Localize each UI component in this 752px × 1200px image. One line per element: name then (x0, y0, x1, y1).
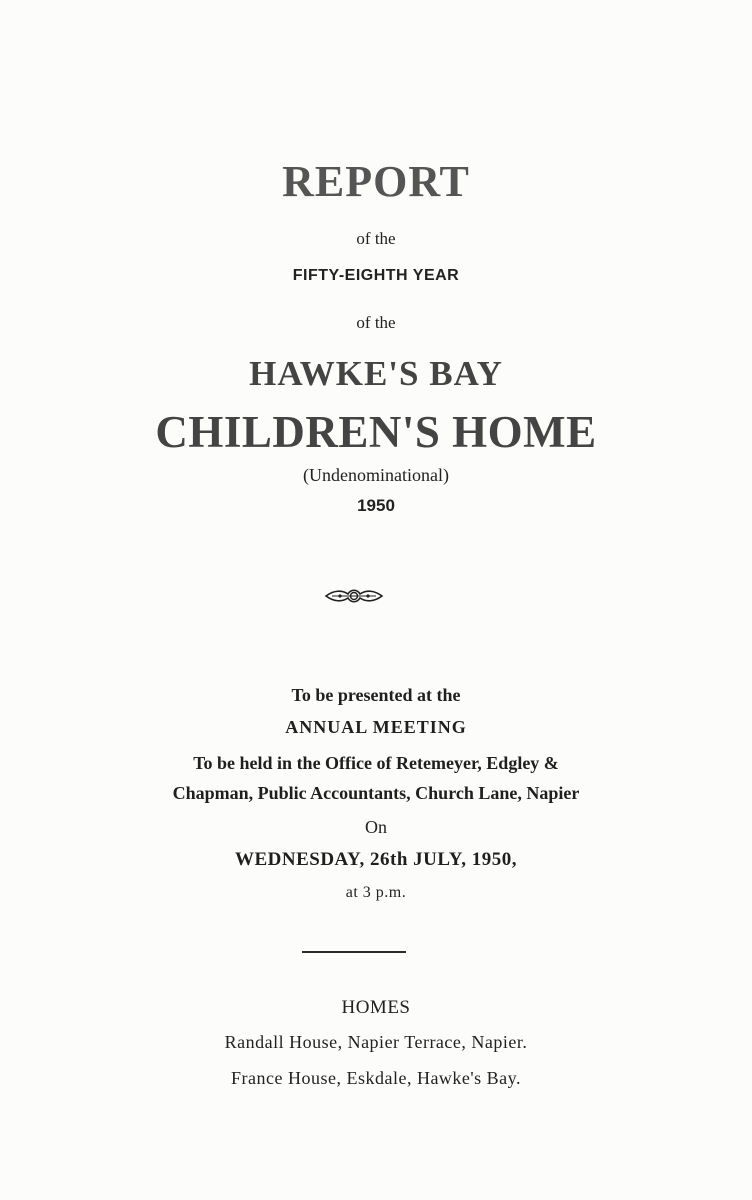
meeting-date-line: WEDNESDAY, 26th JULY, 1950, (234, 849, 518, 870)
fifty-eighth-year-line: FIFTY-EIGHTH YEAR (292, 267, 460, 284)
ornament-icon (324, 585, 384, 607)
annual-meeting-line: ANNUAL MEETING (285, 717, 467, 737)
undenominational-line: (Undenominational) (303, 465, 449, 485)
year-line: 1950 (357, 496, 395, 515)
presented-line: To be presented at the (291, 685, 461, 705)
of-the-line-2: of the (356, 313, 396, 332)
report-heading: REPORT (282, 157, 470, 206)
held-line-1: To be held in the Office of Retemeyer, Edgley & (193, 753, 559, 773)
divider-rule (302, 951, 406, 953)
of-the-line-1: of the (356, 229, 396, 248)
held-line-2: Chapman, Public Accountants, Church Lane, Napier (172, 783, 580, 803)
on-line: On (365, 817, 387, 837)
meeting-time-line: at 3 p.m. (345, 884, 407, 901)
home-address-2: France House, Eskdale, Hawke's Bay. (231, 1068, 521, 1088)
homes-heading: HOMES (341, 997, 411, 1018)
hawkes-bay-heading: HAWKE'S BAY (249, 354, 503, 393)
childrens-home-heading: CHILDREN'S HOME (155, 407, 597, 457)
home-address-1: Randall House, Napier Terrace, Napier. (224, 1032, 528, 1052)
